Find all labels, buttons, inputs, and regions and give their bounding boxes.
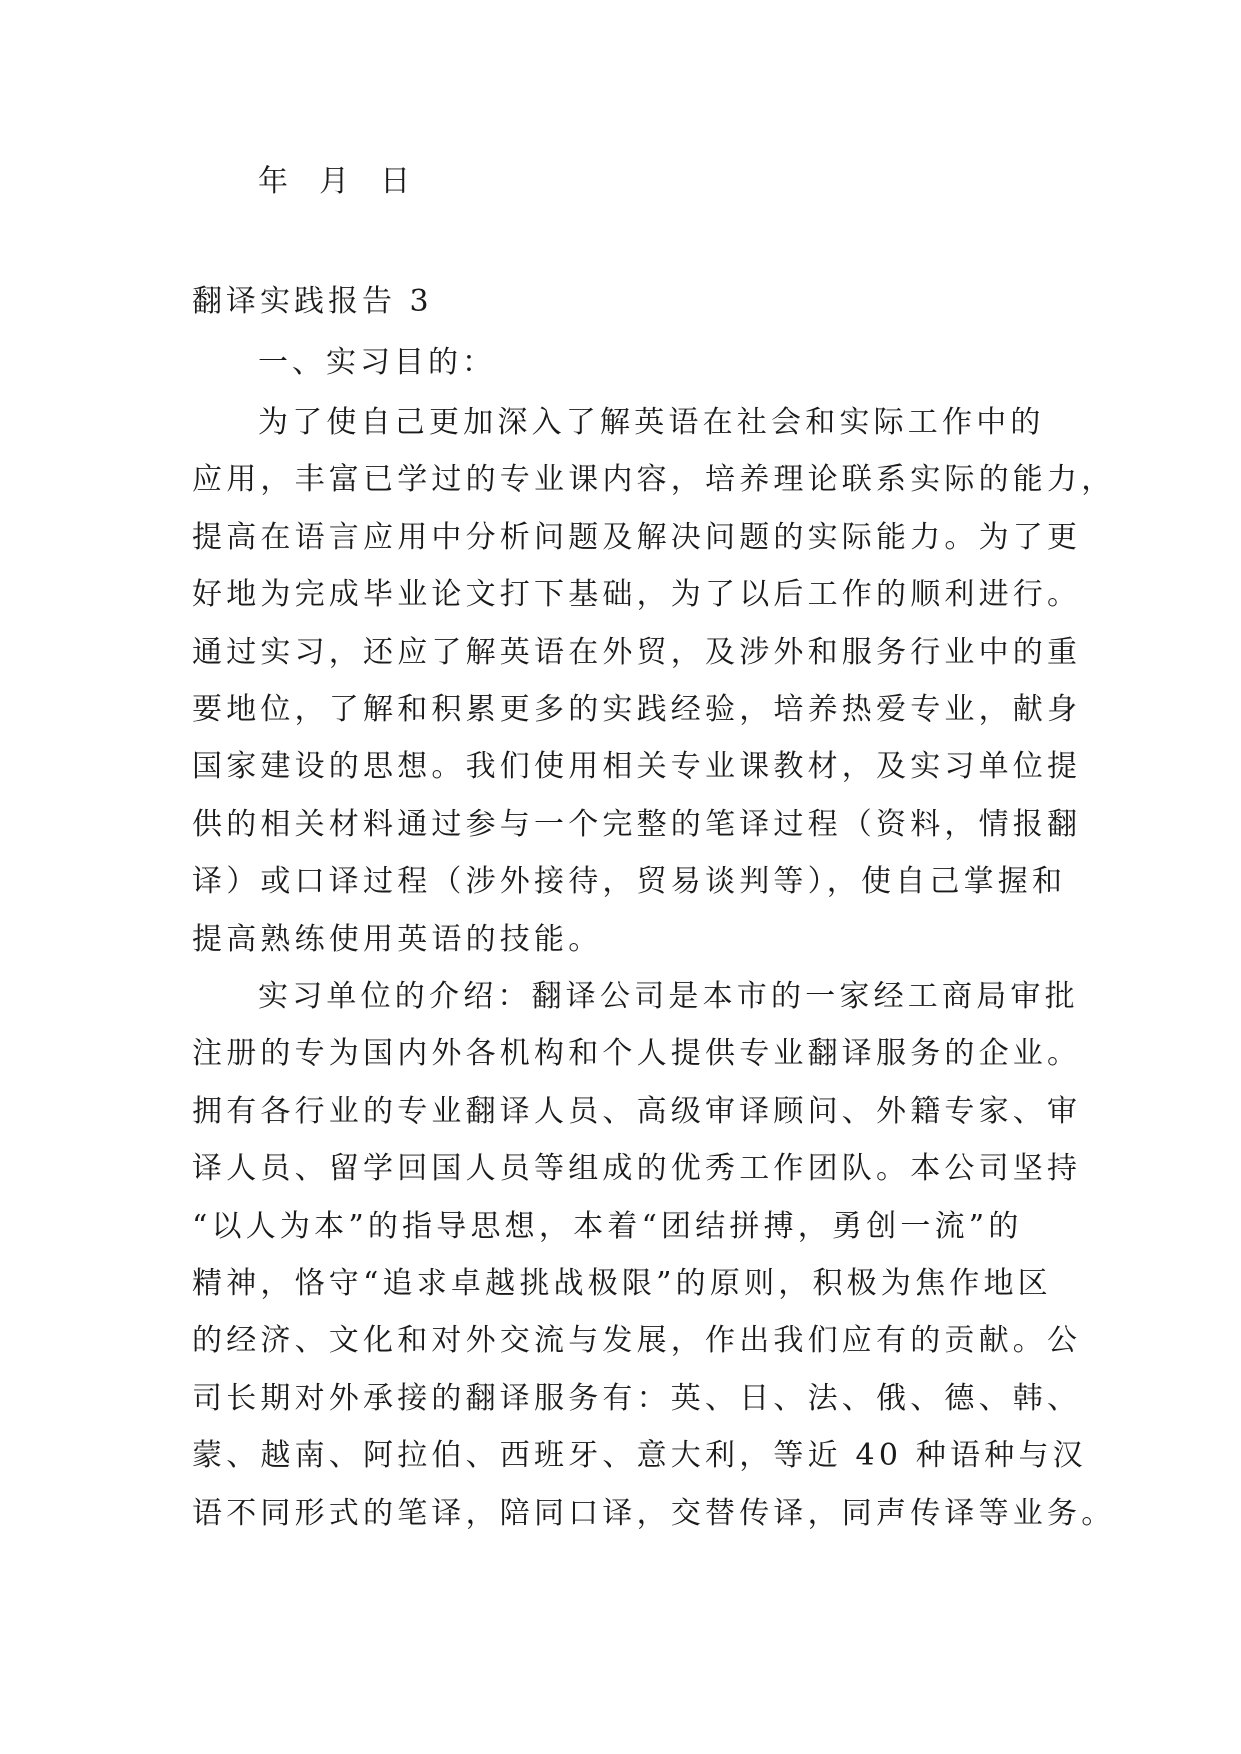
paragraph-line: 蒙、越南、阿拉伯、西班牙、意大利，等近 40 种语种与汉 <box>192 1438 1087 1474</box>
paragraph-line: 译）或口译过程（涉外接待，贸易谈判等），使自己掌握和 <box>192 864 1067 900</box>
paragraph-line: 为了使自己更加深入了解英语在社会和实际工作中的 <box>258 405 1045 440</box>
paragraph-line: 语不同形式的笔译，陪同口译，交替传译，同声传译等业务。 <box>192 1495 1116 1531</box>
paragraph-line: 实习单位的介绍：翻译公司是本市的一家经工商局审批 <box>258 979 1079 1014</box>
date-line: 年 月 日 <box>258 164 415 199</box>
paragraph-line: 精神，恪守“追求卓越挑战极限”的原则，积极为焦作地区 <box>192 1265 1052 1301</box>
paragraph-line: 拥有各行业的专业翻译人员、高级审译顾问、外籍专家、审 <box>192 1093 1082 1129</box>
paragraph-line: 要地位，了解和积累更多的实践经验，培养热爱专业，献身 <box>192 691 1082 727</box>
report-title: 翻译实践报告 3 <box>192 284 433 319</box>
paragraph-line: 应用，丰富已学过的专业课内容，培养理论联系实际的能力， <box>192 462 1116 498</box>
paragraph-line: 司长期对外承接的翻译服务有：英、日、法、俄、德、韩、 <box>192 1380 1082 1416</box>
paragraph-line: 好地为完成毕业论文打下基础，为了以后工作的顺利进行。 <box>192 577 1082 613</box>
paragraph-line: 通过实习，还应了解英语在外贸，及涉外和服务行业中的重 <box>192 634 1082 670</box>
paragraph-line: 译人员、留学回国人员等组成的优秀工作团队。本公司坚持 <box>192 1151 1082 1187</box>
paragraph-line: 注册的专为国内外各机构和个人提供专业翻译服务的企业。 <box>192 1036 1082 1072</box>
paragraph-line: 的经济、文化和对外交流与发展，作出我们应有的贡献。公 <box>192 1323 1082 1359</box>
paragraph-line: 国家建设的思想。我们使用相关专业课教材，及实习单位提 <box>192 749 1082 785</box>
paragraph-line: 提高在语言应用中分析问题及解决问题的实际能力。为了更 <box>192 519 1082 555</box>
paragraph-line: “以人为本”的指导思想，本着“团结拼搏，勇创一流”的 <box>192 1208 1023 1244</box>
paragraph-internship-purpose <box>192 394 1116 968</box>
paragraph-company-introduction <box>192 968 1116 1542</box>
paragraph-line: 提高熟练使用英语的技能。 <box>192 921 603 957</box>
section-heading: 一、实习目的： <box>258 345 496 380</box>
paragraph-line: 供的相关材料通过参与一个完整的笔译过程（资料，情报翻 <box>192 806 1082 842</box>
